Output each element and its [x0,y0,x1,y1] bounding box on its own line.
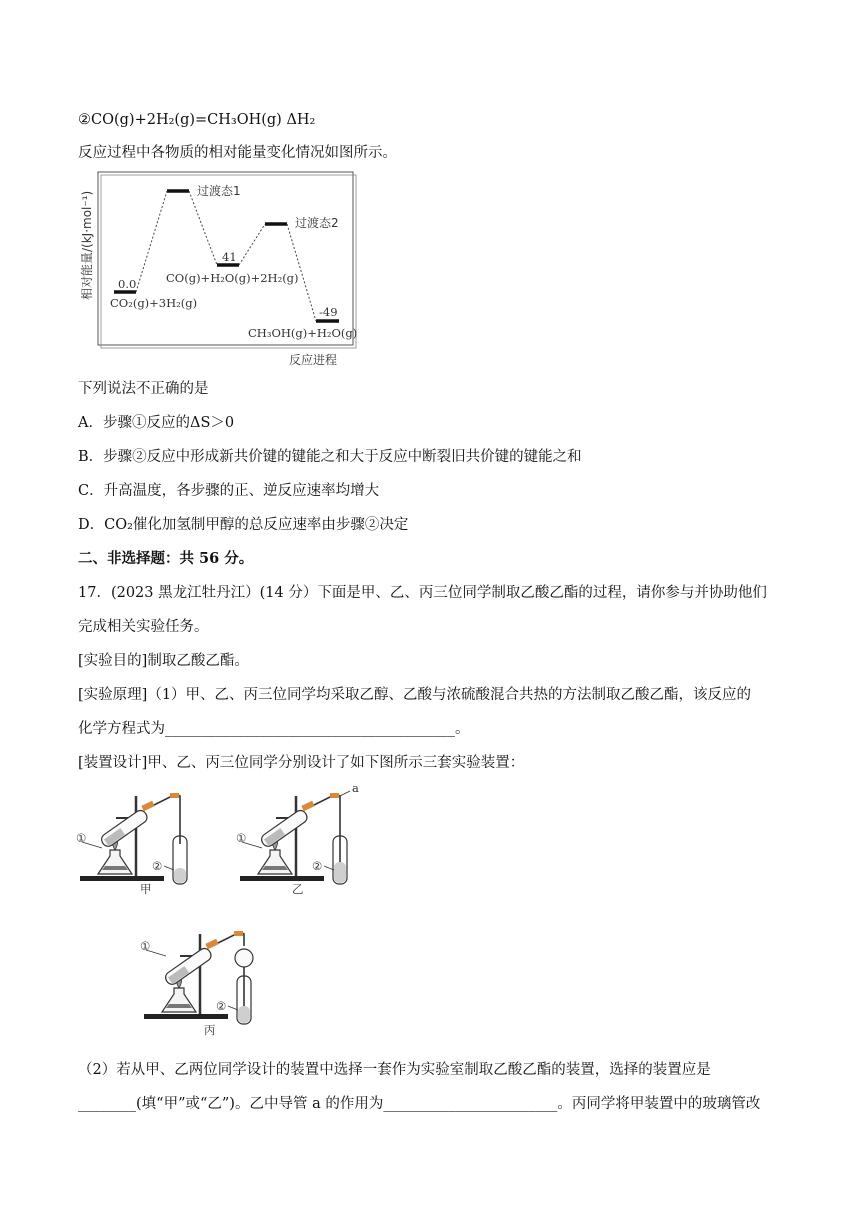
jia-marker-2: ② [152,859,163,873]
principle-line-2: 化学方程式为________________________________________。 [78,721,470,737]
yi-marker-a: a [352,781,359,795]
figure-intro: 反应过程中各物质的相对能量变化情况如图所示。 [78,145,397,161]
apparatus-yi [236,781,386,896]
yi-marker-2: ② [312,859,323,873]
experiment-purpose: [实验目的]制取乙酸乙酯。 [78,653,249,669]
design-intro: [装置设计]甲、乙、丙三位同学分别设计了如下图所示三套实验装置： [78,755,525,771]
principle-line-1: [实验原理]（1）甲、乙、丙三位同学均采取乙醇、乙酸与浓硫酸混合共热的方法制取乙酸乙酯，该反应的 [78,687,752,703]
apparatus-bing [140,918,290,1038]
option-c: C．升高温度，各步骤的正、逆反应速率均增大 [78,483,380,499]
caption-jia: 甲 [140,882,152,896]
reactant-label: CO₂(g)+3H₂(g) [110,296,198,310]
apparatus-jia [76,782,226,896]
option-d: D．CO₂催化加氢制甲醇的总反应速率由步骤②决定 [78,517,409,533]
section-2-heading: 二、非选择题：共 56 分。 [78,550,254,567]
question-stem: 下列说法不正确的是 [78,381,209,397]
intermediate-value: 41 [222,250,237,264]
product-value: -49 [319,305,338,319]
equation-2: ②CO(g)+2H₂(g)=CH₃OH(g) ΔH₂ [78,112,316,128]
q2-line-1: （2）若从甲、乙两位同学设计的装置中选择一套作为实验室制取乙酸乙酯的装置，选择的装置应是 [78,1062,711,1078]
energy-xlabel: 反应进程 [289,353,338,367]
product-label: CH₃OH(g)+H₂O(g) [248,326,358,340]
caption-yi: 乙 [292,882,304,896]
ts2-label: 过渡态2 [295,216,339,230]
option-a: A．步骤①反应的ΔS＞0 [78,415,235,431]
bing-marker-1: ① [140,939,151,953]
q17-line-1: 17．(2023 黑龙江牡丹江）(14 分）下面是甲、乙、丙三位同学制取乙酸乙酯的过程，请你参与并协助他们 [78,585,767,601]
energy-diagram [82,170,362,370]
caption-bing: 丙 [204,1023,216,1037]
option-b: B．步骤②反应中形成新共价键的键能之和大于反应中断裂旧共价键的键能之和 [78,449,582,465]
yi-marker-1: ① [236,831,247,845]
intermediate-label: CO(g)+H₂O(g)+2H₂(g) [166,271,299,285]
ts1-label: 过渡态1 [197,184,241,198]
bing-marker-2: ② [216,999,227,1013]
jia-marker-1: ① [76,831,87,845]
reactant-value: 0.0 [118,277,137,291]
q2-line-2: ________(填“甲”或“乙”)。乙中导管 a 的作用为________________________。丙同学将甲装置中的玻璃管改 [78,1096,761,1112]
energy-ylabel: 相对能量/(kJ·mol⁻¹) [80,190,94,300]
q17-line-2: 完成相关实验任务。 [78,619,209,635]
